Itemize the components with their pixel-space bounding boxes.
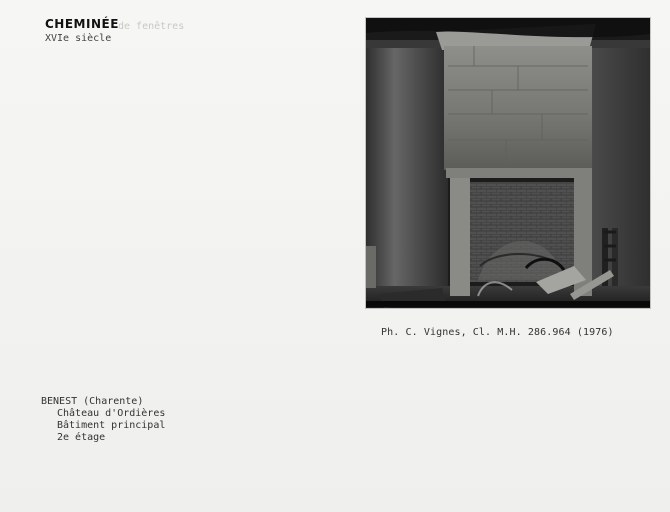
location-line-1: BENEST (Charente) bbox=[41, 396, 144, 407]
fireplace-photo bbox=[366, 18, 650, 308]
fireplace-photo-image bbox=[366, 18, 650, 308]
location-block bbox=[41, 396, 165, 444]
handwritten-title: CHEMINÉE bbox=[45, 17, 119, 31]
location-line-4: 2e étage bbox=[57, 432, 106, 443]
location-line-2: Château d'Ordières bbox=[57, 408, 166, 419]
photo-credit: Ph. C. Vignes, Cl. M.H. 286.964 (1976) bbox=[381, 327, 614, 338]
erased-title-text: de fenêtres bbox=[118, 21, 185, 32]
period-text: XVIe siècle bbox=[45, 33, 112, 44]
card-heading bbox=[45, 18, 205, 48]
location-line-3: Bâtiment principal bbox=[57, 420, 166, 431]
